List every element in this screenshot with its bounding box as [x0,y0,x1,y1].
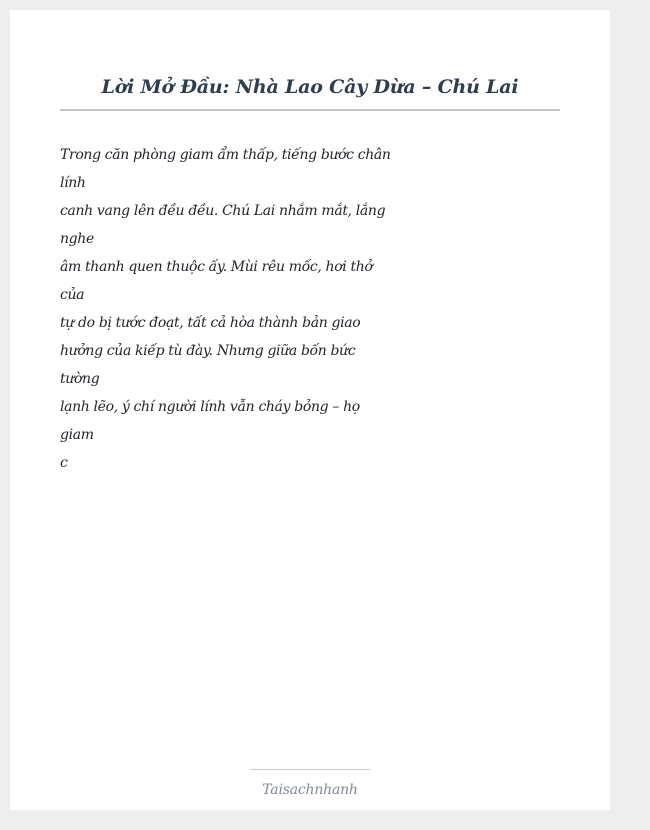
body-line: nghe [60,231,94,247]
body-line: c [60,455,68,471]
body-line: canh vang lên đều đều. Chú Lai nhắm mắt, lắng [60,203,386,219]
footer-brand: Taisachnhanh [262,782,358,798]
body-line: lạnh lẽo, ý chí người lính vẫn cháy bỏng – họ [60,399,360,415]
title-divider [60,109,560,111]
body-line: tự do bị tước đoạt, tất cả hòa thành bản giao [60,315,361,331]
body-line: giam [60,427,94,443]
body-line: hưởng của kiếp tù đày. Nhưng giữa bốn bức [60,343,356,359]
body-line: âm thanh quen thuộc ấy. Mùi rêu mốc, hơi thở [60,259,373,275]
body-line: của [60,287,85,303]
body-line: Trong căn phòng giam ẩm thấp, tiếng bước chân [60,147,391,163]
footer-divider [250,769,370,770]
page-title: Lời Mở Đầu: Nhà Lao Cây Dừa – Chú Lai [101,76,519,98]
body-line: tường [60,371,100,387]
document-page [10,10,610,810]
body-text [60,141,391,477]
body-line: lính [60,175,86,191]
